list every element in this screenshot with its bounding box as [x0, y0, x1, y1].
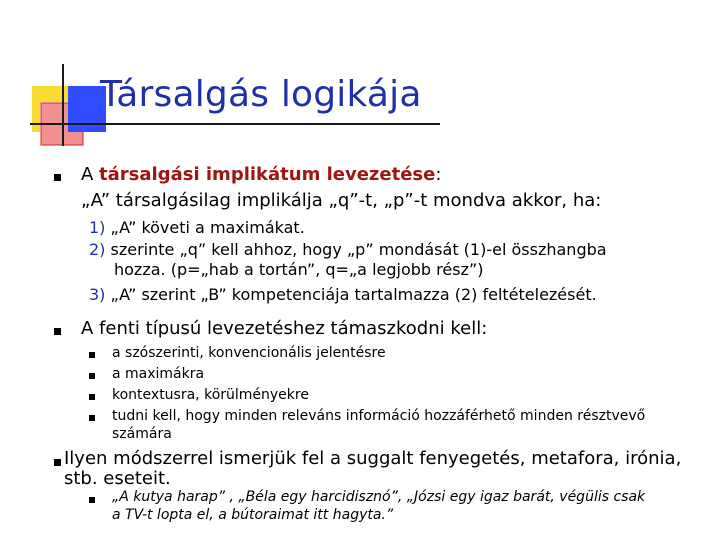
- item3-line1: Ilyen módszerrel ismerjük fel a suggalt fenyegetés, metafora, irónia,: [64, 448, 682, 469]
- bullet-icon: [89, 352, 95, 358]
- bullet-icon: [89, 497, 95, 503]
- item2-sub3: kontextusra, körülményekre: [112, 387, 309, 403]
- title-underline: [30, 123, 440, 125]
- item1-line1: A társalgási implikátum levezetése:: [81, 164, 442, 185]
- item2-sub4: tudni kell, hogy minden releváns információ hozzáférhető minden résztvevő: [112, 408, 646, 424]
- item1-sub2: 2) szerinte „q” kell ahhoz, hogy „p” mondását (1)-el összhangba: [89, 240, 607, 259]
- item1-sub3: 3) „A” szerint „B” kompetenciája tartalmazza (2) feltételezését.: [89, 285, 597, 304]
- bullet-icon: [54, 174, 61, 181]
- slide-title: Társalgás logikája: [100, 74, 422, 115]
- item3-example-line2: a TV-t lopta el, a bútoraimat itt hagyta.”: [112, 507, 394, 523]
- bullet-icon: [54, 328, 61, 335]
- item1-line2: „A” társalgásilag implikálja „q”-t, „p”-t mondva akkor, ha:: [81, 190, 602, 211]
- item2-text: A fenti típusú levezetéshez támaszkodni kell:: [81, 318, 488, 339]
- bullet-icon: [89, 394, 95, 400]
- item3-line2: stb. eseteit.: [64, 468, 171, 489]
- bullet-icon: [89, 415, 95, 421]
- bullet-icon: [54, 459, 61, 466]
- item1-sub2-cont: hozza. (p=„hab a tortán”, q=„a legjobb rész”): [114, 260, 484, 279]
- item2-sub4-cont: számára: [112, 426, 172, 442]
- item1-emphasis: társalgási implikátum levezetése: [99, 164, 436, 185]
- bullet-icon: [89, 373, 95, 379]
- title-decoration-vertical-line: [62, 64, 64, 146]
- item1-sub1: 1) „A” követi a maximákat.: [89, 218, 305, 237]
- item2-sub2: a maximákra: [112, 366, 205, 382]
- item2-sub1: a szószerinti, konvencionális jelentésre: [112, 345, 386, 361]
- item3-example-line1: „A kutya harap” , „Béla egy harcidisznó”, „Józsi egy igaz barát, végülis csak: [112, 489, 646, 505]
